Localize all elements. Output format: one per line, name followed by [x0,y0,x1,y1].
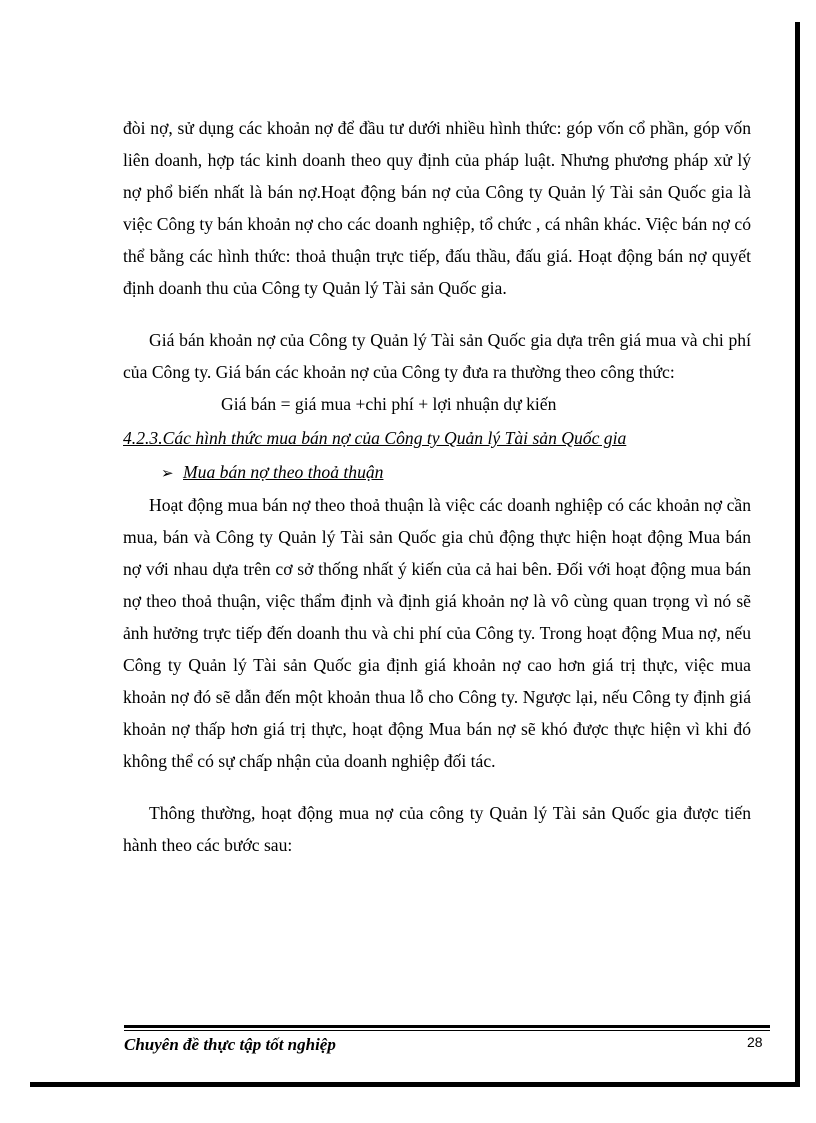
body-text [123,112,751,861]
page-border-right [795,22,800,1082]
bullet-item [123,456,751,489]
footer-rule-thin [124,1030,770,1031]
footer-title: Chuyên đề thực tập tốt nghiệp [124,1035,336,1054]
arrow-bullet-icon: ➢ [161,464,174,482]
paragraph-agreement: Hoạt động mua bán nợ theo thoả thuận là việc các doanh nghiệp có các khoản nợ cần mua, bán và Công ty Quản lý Tài sản Quốc gia chủ động thực hiện hoạt động Mua bán nợ với nhau dựa trên cơ sở thống nhất ý kiến của cả hai bên. Đối với hoạt động mua bán nợ theo thoả thuận, việc thẩm định và định giá khoản nợ là vô cùng quan trọng vì nó sẽ ảnh hưởng trực tiếp đến doanh thu và chi phí của Công ty. Trong hoạt động Mua nợ, nếu Công ty Quản lý Tài sản Quốc gia định giá khoản nợ cao hơn giá trị thực, việc mua khoản nợ đó sẽ dẫn đến một khoản thua lỗ cho Công ty. Ngược lại, nếu Công ty định giá khoản nợ thấp hơn giá trị thực, hoạt động Mua bán nợ sẽ khó được thực hiện vì khi đó không thể có sự chấp nhận của doanh nghiệp đối tác. [123,495,751,771]
paragraph-sale-price: Giá bán khoản nợ của Công ty Quản lý Tài sản Quốc gia dựa trên giá mua và chi phí của Công ty. Giá bán các khoản nợ của Công ty đưa ra thường theo công thức: [123,330,751,382]
paragraph-debt-handling: đòi nợ, sử dụng các khoản nợ để đầu tư dưới nhiều hình thức: góp vốn cổ phần, góp vốn liên doanh, hợp tác kinh doanh theo quy định của pháp luật. Nhưng phương pháp xử lý nợ phổ biến nhất là bán nợ.Hoạt động bán nợ của Công ty Quản lý Tài sản Quốc gia là việc Công ty bán khoản nợ cho các doanh nghiệp, tổ chức , cá nhân khác. Việc bán nợ có thể bằng các hình thức: thoả thuận trực tiếp, đấu thầu, đấu giá. Hoạt động bán nợ quyết định doanh thu của Công ty Quản lý Tài sản Quốc gia. [123,118,751,298]
page-border-bottom [30,1082,800,1087]
section-heading: 4.2.3.Các hình thức mua bán nợ của Công ty Quản lý Tài sản Quốc gia [123,428,627,448]
paragraph-steps-intro: Thông thường, hoạt động mua nợ của công ty Quản lý Tài sản Quốc gia được tiến hành theo các bước sau: [123,803,751,855]
footer-rule-thick [124,1025,770,1028]
page-number: 28 [747,1034,763,1050]
bullet-item-label: Mua bán nợ theo thoả thuận [183,462,384,482]
price-formula: Giá bán = giá mua +chi phí + lợi nhuận dự kiến [221,394,557,414]
